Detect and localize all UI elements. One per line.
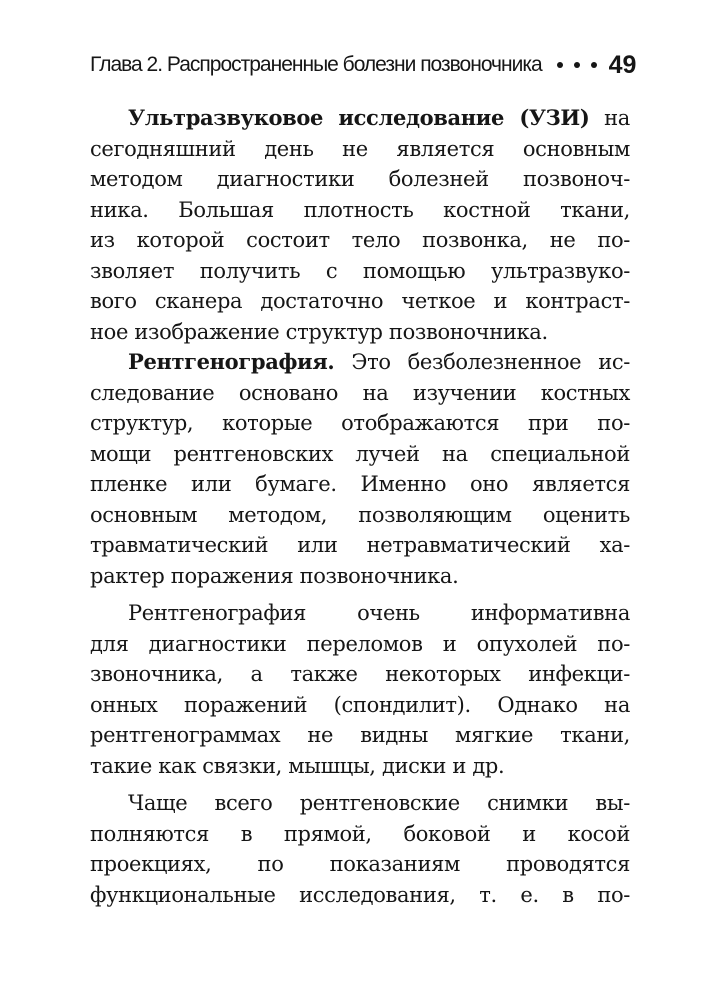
term-heading: Ультразвуковое исследование (УЗИ): [128, 105, 590, 130]
paragraph-line: Рентгенография очень информативна: [128, 601, 630, 625]
paragraph-line: травматический или нетравматический ха-: [90, 533, 630, 557]
paragraph-line: функциональные исследования, т. е. в по-: [90, 882, 630, 907]
paragraph-line: Чаще всего рентгеновские снимки вы-: [128, 791, 630, 815]
paragraph-line: звоночника, а также некоторых инфекци-: [90, 662, 630, 686]
term-heading: Рентгенография.: [128, 349, 335, 374]
ornament-dots: [557, 62, 597, 68]
paragraph-line: структур, которые отображаются при по-: [90, 411, 630, 435]
paragraph-line: полняются в прямой, боковой и косой: [90, 821, 630, 846]
paragraph-line: ника. Большая плотность костной ткани,: [90, 197, 630, 222]
paragraph-line: Ультразвуковое исследование (УЗИ) на: [128, 105, 630, 130]
ornament-dot: [591, 62, 597, 68]
paragraph-line: мощи рентгеновских лучей на специальной: [90, 441, 630, 466]
paragraph-line: Рентгенография. Это безболезненное ис-: [128, 349, 630, 374]
paragraph-line: следование основано на изучении костных: [90, 380, 630, 405]
paragraph-line: пленке или бумаге. Именно оно является: [90, 472, 630, 496]
paragraph-line: рентгенограммах не видны мягкие ткани,: [90, 723, 630, 747]
paragraph-line: вого сканера достаточно четкое и контраст-: [90, 289, 630, 313]
paragraph-line: зволяет получить с помощью ультразвуко-: [90, 258, 630, 283]
paragraph-line: методом диагностики болезней позвоноч-: [90, 167, 630, 191]
ornament-dot: [574, 62, 580, 68]
paragraph-line: проекциях, по показаниям проводятся: [90, 852, 630, 876]
paragraph-line: рактер поражения позвоночника.: [90, 563, 459, 588]
chapter-title: Глава 2. Распространенные болезни позвоночника: [90, 53, 542, 76]
ornament-dot: [557, 62, 563, 68]
paragraph-line: онных поражений (спондилит). Однако на: [90, 692, 630, 717]
paragraph-line: сегодняшний день не является основным: [90, 136, 630, 161]
running-head: [90, 50, 637, 80]
paragraph-line: ное изображение структур позвоночника.: [90, 319, 548, 344]
body-text: [90, 103, 630, 910]
paragraph-line: из которой состоит тело позвонка, не по-: [90, 228, 630, 252]
page-number: 49: [608, 50, 637, 79]
paragraph-line: такие как связки, мышцы, диски и др.: [90, 753, 505, 778]
paragraph-line: основным методом, позволяющим оценить: [90, 502, 630, 527]
paragraph-line: для диагностики переломов и опухолей по-: [90, 631, 630, 656]
